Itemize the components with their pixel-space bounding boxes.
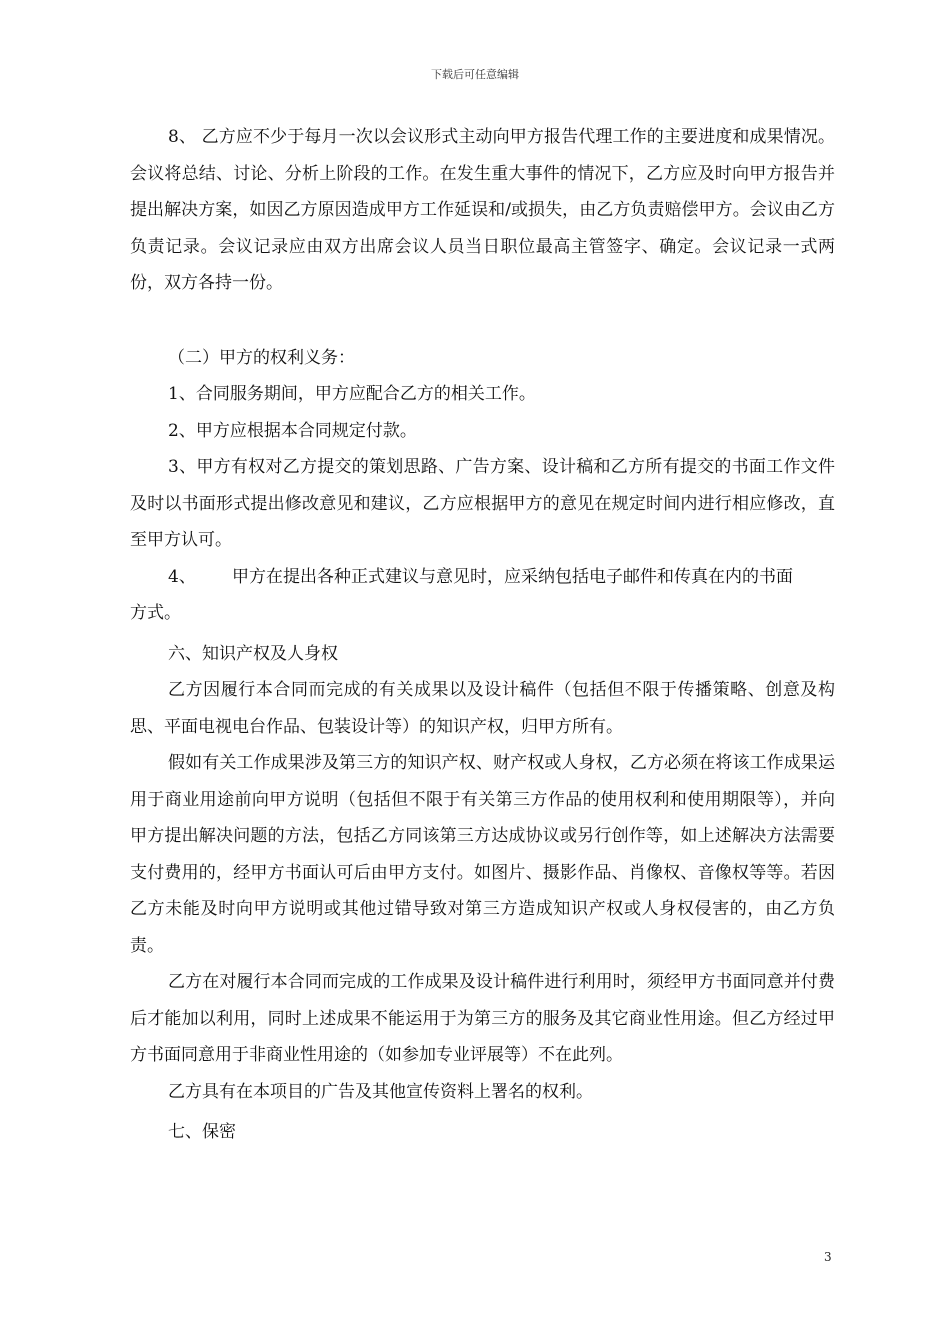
item-4-number: 4、 [168, 566, 196, 587]
section-2-title: （二）甲方的权利义务： [168, 347, 355, 368]
ip-paragraph-1: 乙方因履行本合同而完成的有关成果以及设计稿件（包括但不限于传播策略、创意及构思、平面电视电台作品、包装设计等）的知识产权，归甲方所有。 [130, 680, 835, 737]
document-body [130, 119, 835, 1151]
ip-paragraph-2: 假如有关工作成果涉及第三方的知识产权、财产权或人身权，乙方必须在将该工作成果运用于商业用途前向甲方说明（包括但不限于有关第三方作品的使用权利和使用期限等），并向甲方提出解决问题的方法，包括乙方同该第三方达成协议或另行创作等，如上述解决方法需要支付费用的，经甲方书面认可后由甲方支付。如图片、摄影作品、肖像权、音像权等等。若因乙方未能及时向甲方说明或其他过错导致对第三方造成知识产权或人身权侵害的，由乙方负责。 [130, 753, 835, 956]
section-7-title: 七、保密 [168, 1122, 236, 1142]
party-a-item-3: 3、甲方有权对乙方提交的策划思路、广告方案、设计稿和乙方所有提交的书面工作文件及时以书面形式提出修改意见和建议，乙方应根据甲方的意见在规定时间内进行相应修改，直至甲方认可。 [130, 457, 835, 550]
clause-8: 8、 乙方应不少于每月一次以会议形式主动向甲方报告代理工作的主要进度和成果情况。会议将总结、讨论、分析上阶段的工作。在发生重大事件的情况下，乙方应及时向甲方报告并提出解决方案，如因乙方原因造成甲方工作延误和/或损失，由乙方负责赔偿甲方。会议由乙方负责记录。会议记录应由双方出席会议人员当日职位最高主管签字、确定。会议记录一式两份，双方各持一份。 [130, 127, 835, 293]
page-number: 3 [824, 1250, 832, 1264]
party-a-item-1: 1、合同服务期间，甲方应配合乙方的相关工作。 [168, 384, 536, 404]
section-6-title: 六、知识产权及人身权 [168, 643, 338, 664]
item-4-text: 甲方在提出各种正式建议与意见时，应采纳包括电子邮件和传真在内的书面 [232, 566, 793, 587]
party-a-item-2: 2、甲方应根据本合同规定付款。 [168, 420, 417, 441]
page-header: 下载后可任意编辑 [431, 68, 519, 81]
ip-paragraph-4: 乙方具有在本项目的广告及其他宣传资料上署名的权利。 [168, 1081, 593, 1102]
party-a-item-4 [130, 559, 835, 596]
ip-paragraph-3: 乙方在对履行本合同而完成的工作成果及设计稿件进行利用时，须经甲方书面同意并付费后才能加以利用，同时上述成果不能运用于为第三方的服务及其它商业性用途。但乙方经过甲方书面同意用于非商业性用途的（如参加专业评展等）不在此列。 [130, 972, 835, 1065]
item-4-continuation: 方式。 [130, 603, 181, 623]
